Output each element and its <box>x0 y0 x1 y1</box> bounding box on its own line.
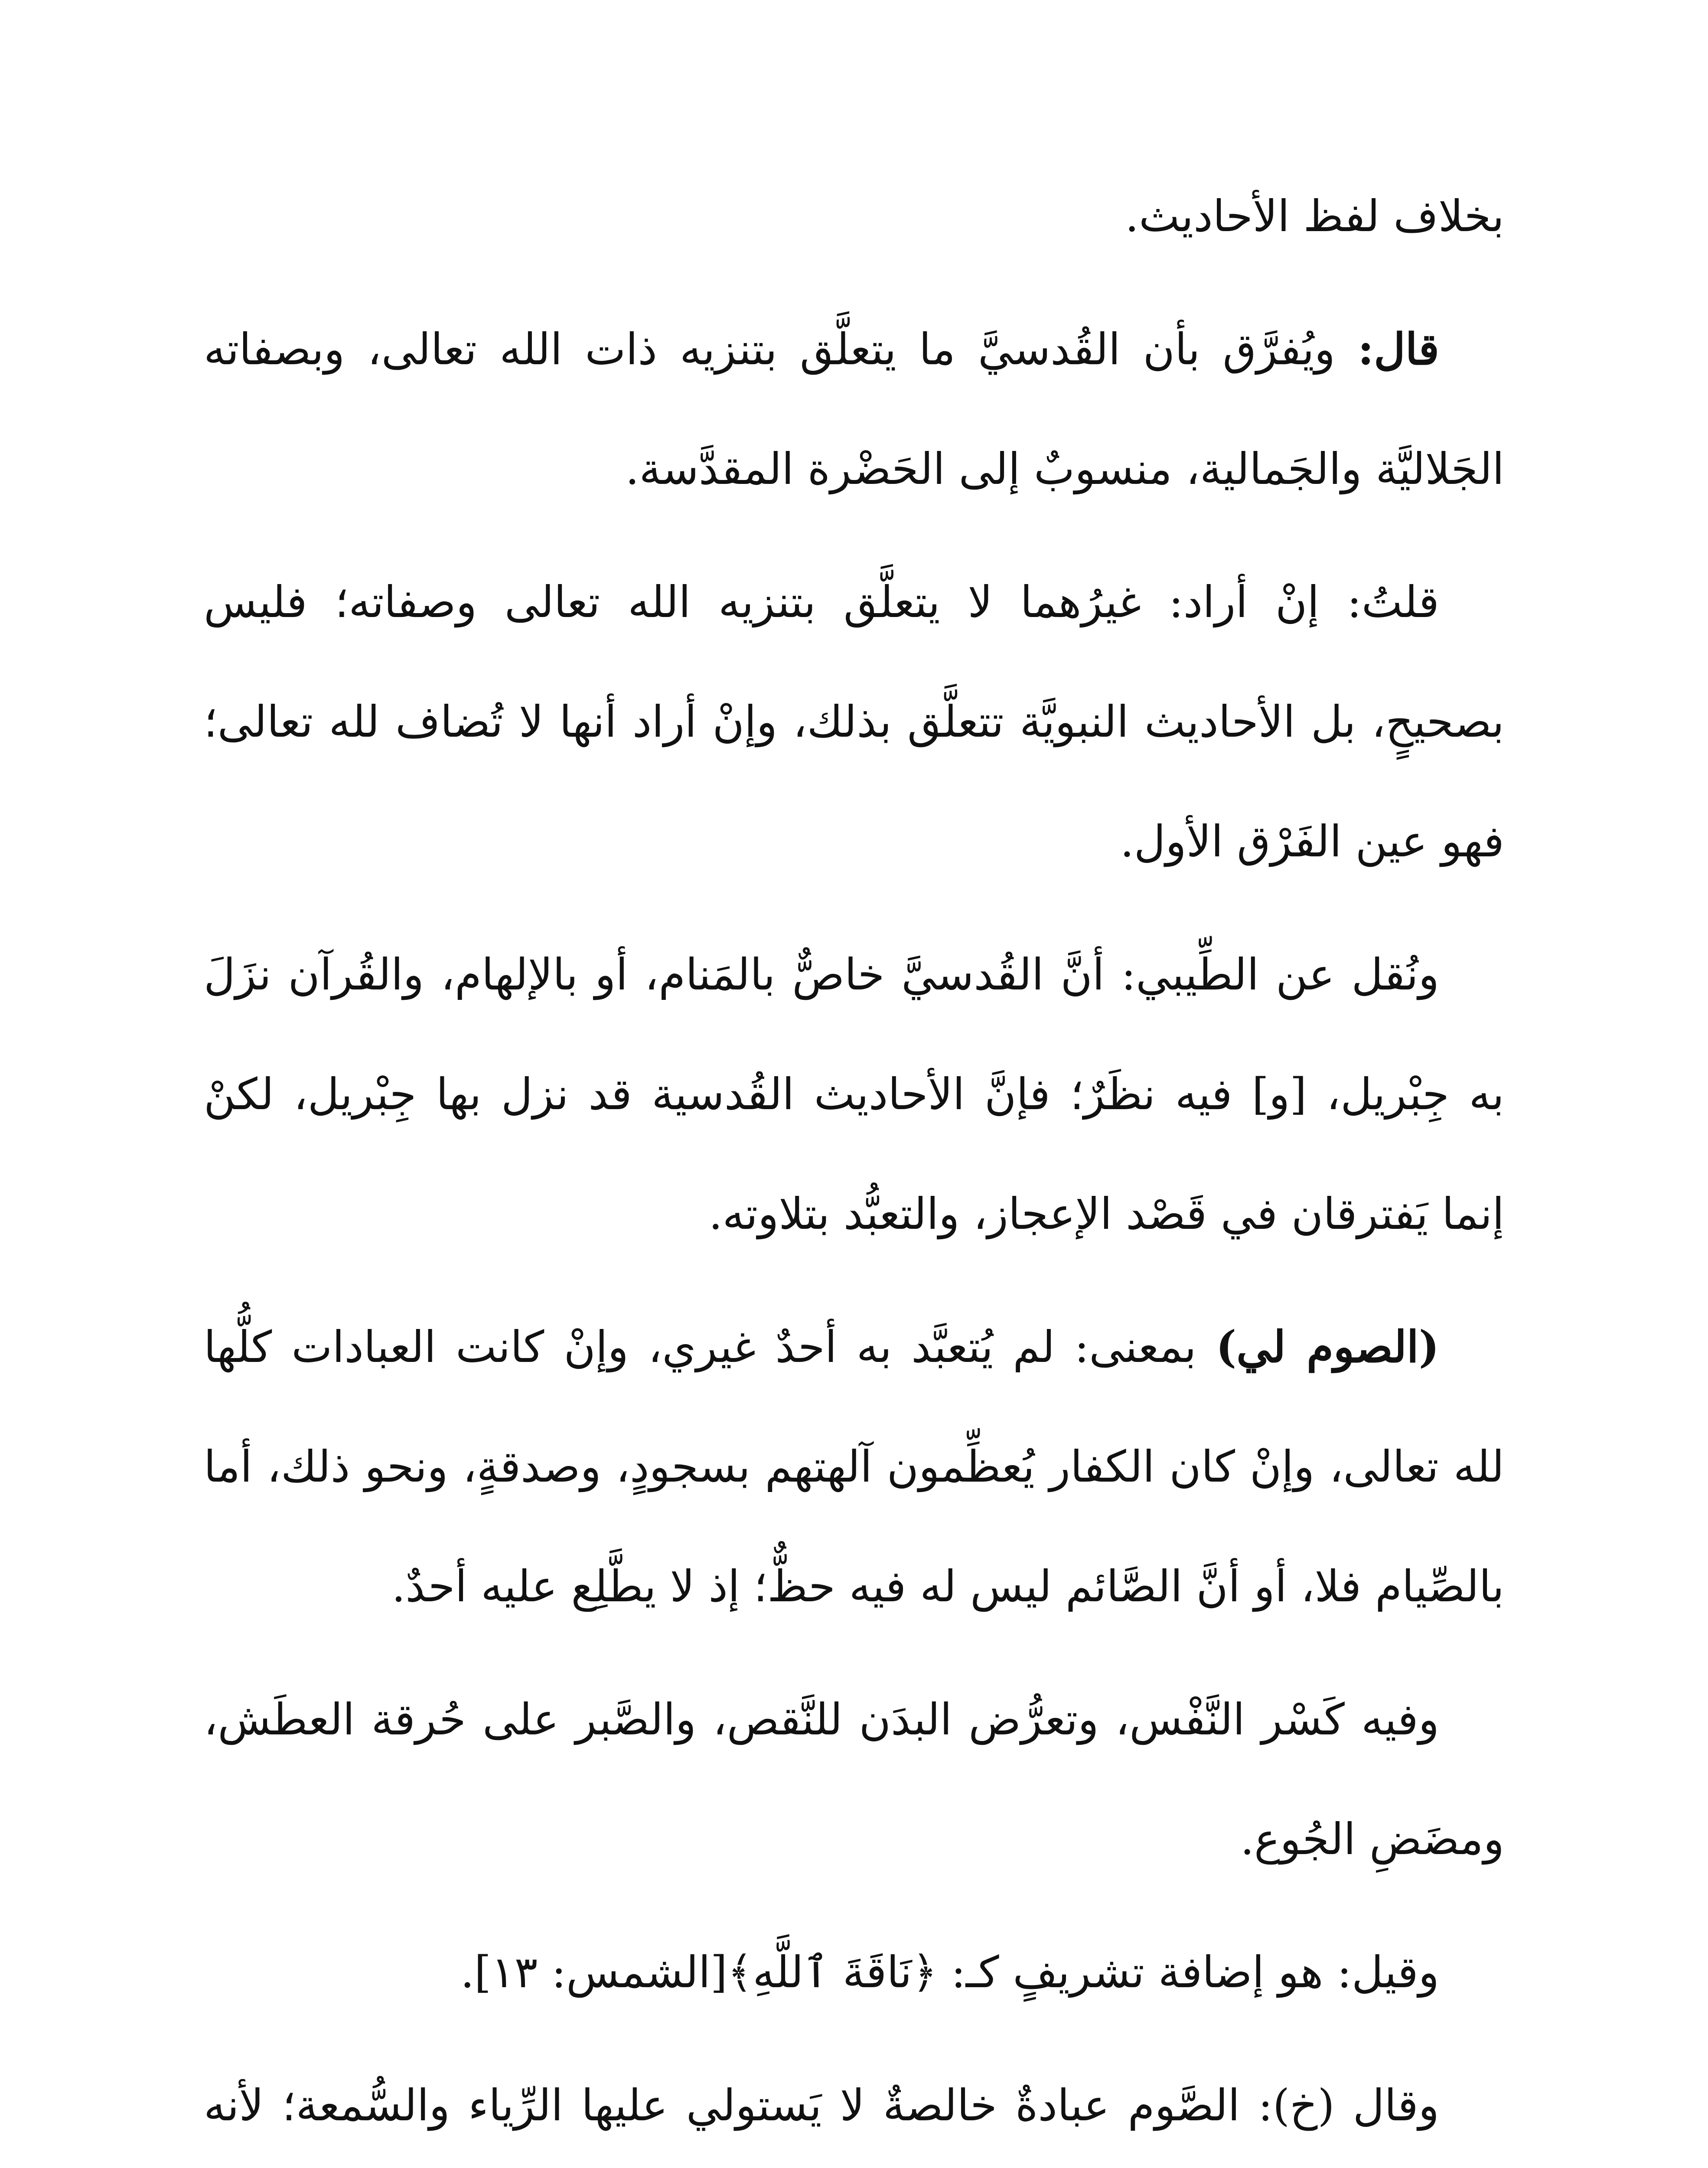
paragraph-1 <box>204 156 1504 276</box>
book-page <box>204 156 1504 2168</box>
paragraph-2 <box>204 289 1504 529</box>
paragraph-5-text: بمعنى: لم يُتعبَّد به أحدٌ غيري، وإنْ كانت العبادات كلُّها لله تعالى، وإنْ كان الكفار يُعظِّمون آلهتهم بسجودٍ، وصدقةٍ، ونحو ذلك، أما بالصِّيام فلا، أو أنَّ الصَّائم ليس له فيه حظٌّ؛ إذ لا يطَّلِع عليه أحدٌ. <box>204 1322 1504 1612</box>
paragraph-4-text: ونُقل عن الطِّيبي: أنَّ القُدسيَّ خاصٌّ بالمَنام، أو بالإلهام، والقُرآن نزَلَ به جِبْريل، [و] فيه نظَرٌ؛ فإنَّ الأحاديث القُدسية قد نزل بها جِبْريل، لكنْ إنما يَفترقان في قَصْد الإعجاز، والتعبُّد بتلاوته. <box>204 949 1504 1239</box>
paragraph-1-text: بخلاف لفظ الأحاديث. <box>1125 191 1504 242</box>
paragraph-3 <box>204 542 1504 901</box>
paragraph-8 <box>204 2045 1504 2168</box>
paragraph-5-lead: (الصوم لي) <box>1216 1321 1440 1372</box>
paragraph-7-text: وقيل: هو إضافة تشريفٍ كـ: ﴿نَاقَةَ ٱللَّهِ﴾[الشمس: ١٣]. <box>460 1947 1439 1998</box>
paragraph-5 <box>204 1287 1504 1646</box>
paragraph-7 <box>204 1912 1504 2032</box>
paragraph-4 <box>204 914 1504 1274</box>
paragraph-2-lead: قال: <box>1358 323 1439 375</box>
paragraph-2-text: ويُفرَّق بأن القُدسيَّ ما يتعلَّق بتنزيه ذات الله تعالى، وبصفاته الجَلاليَّة والجَمالية، منسوبٌ إلى الحَضْرة المقدَّسة. <box>204 324 1504 494</box>
paragraph-6-text: وفيه كَسْر النَّفْس، وتعرُّض البدَن للنَّقص، والصَّبر على حُرقة العطَش، ومضَضِ الجُوع. <box>204 1694 1504 1864</box>
paragraph-6 <box>204 1659 1504 1899</box>
paragraph-8-text: وقال (خ): الصَّوم عبادةٌ خالصةٌ لا يَستولي عليها الرِّياء والسُّمعة؛ لأنه <box>204 2080 1439 2131</box>
paragraph-3-text: قلتُ: إنْ أراد: غيرُهما لا يتعلَّق بتنزيه الله تعالى وصفاته؛ فليس بصحيحٍ، بل الأحاديث النبويَّة تتعلَّق بذلك، وإنْ أراد أنها لا تُضاف لله تعالى؛ فهو عين الفَرْق الأول. <box>204 577 1504 867</box>
